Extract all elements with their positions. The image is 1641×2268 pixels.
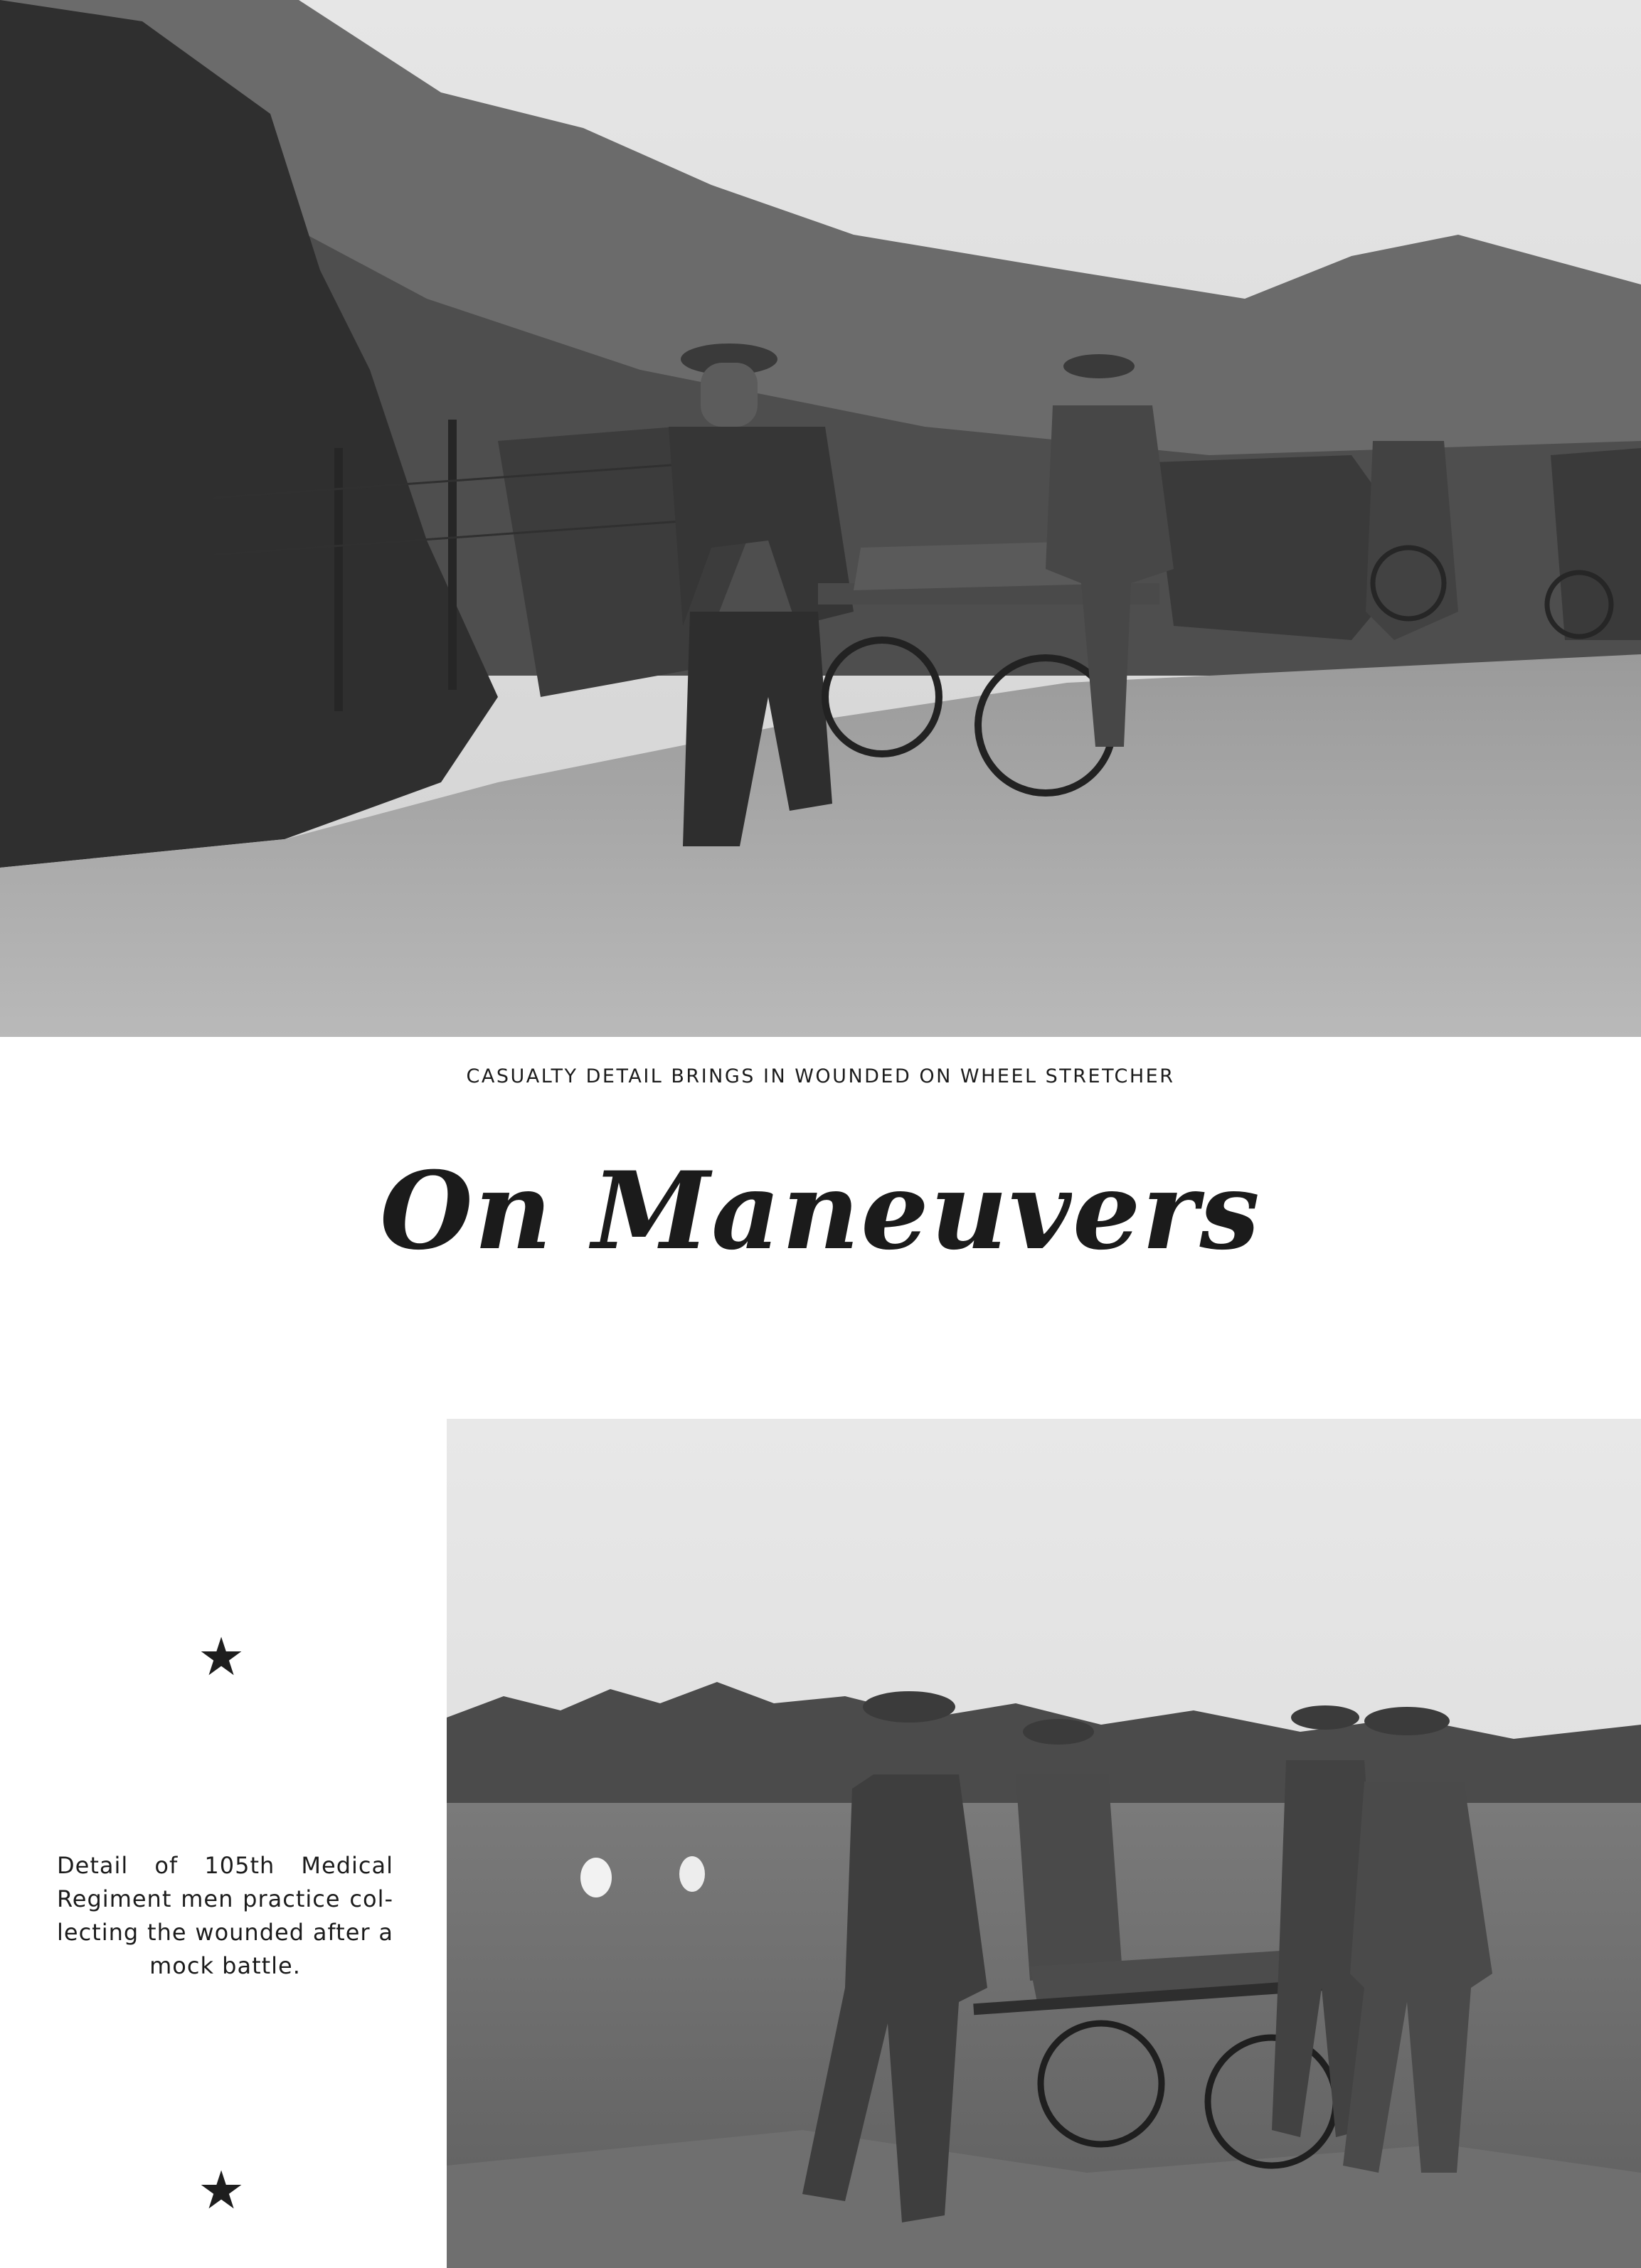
caption-line: Detail of 105th Medical [57,1852,393,1879]
top-photo [0,0,1641,1037]
bottom-photo [447,1419,1641,2268]
bottom-photo-caption [57,1849,393,1983]
page-title: On Maneuvers [380,1149,1261,1274]
caption-line: mock battle. [149,1952,301,1979]
star-ornament-bottom: ★ [197,2160,245,2221]
caption-line: Regiment men practice col- [57,1885,393,1912]
caption-line: lecting the wounded after a [57,1919,393,1946]
top-photo-caption: CASUALTY DETAIL BRINGS IN WOUNDED ON WHEEL STRETCHER [466,1065,1175,1087]
top-photo-image [0,0,1641,1037]
star-ornament-top: ★ [197,1627,245,1688]
bottom-photo-image [447,1419,1641,2268]
